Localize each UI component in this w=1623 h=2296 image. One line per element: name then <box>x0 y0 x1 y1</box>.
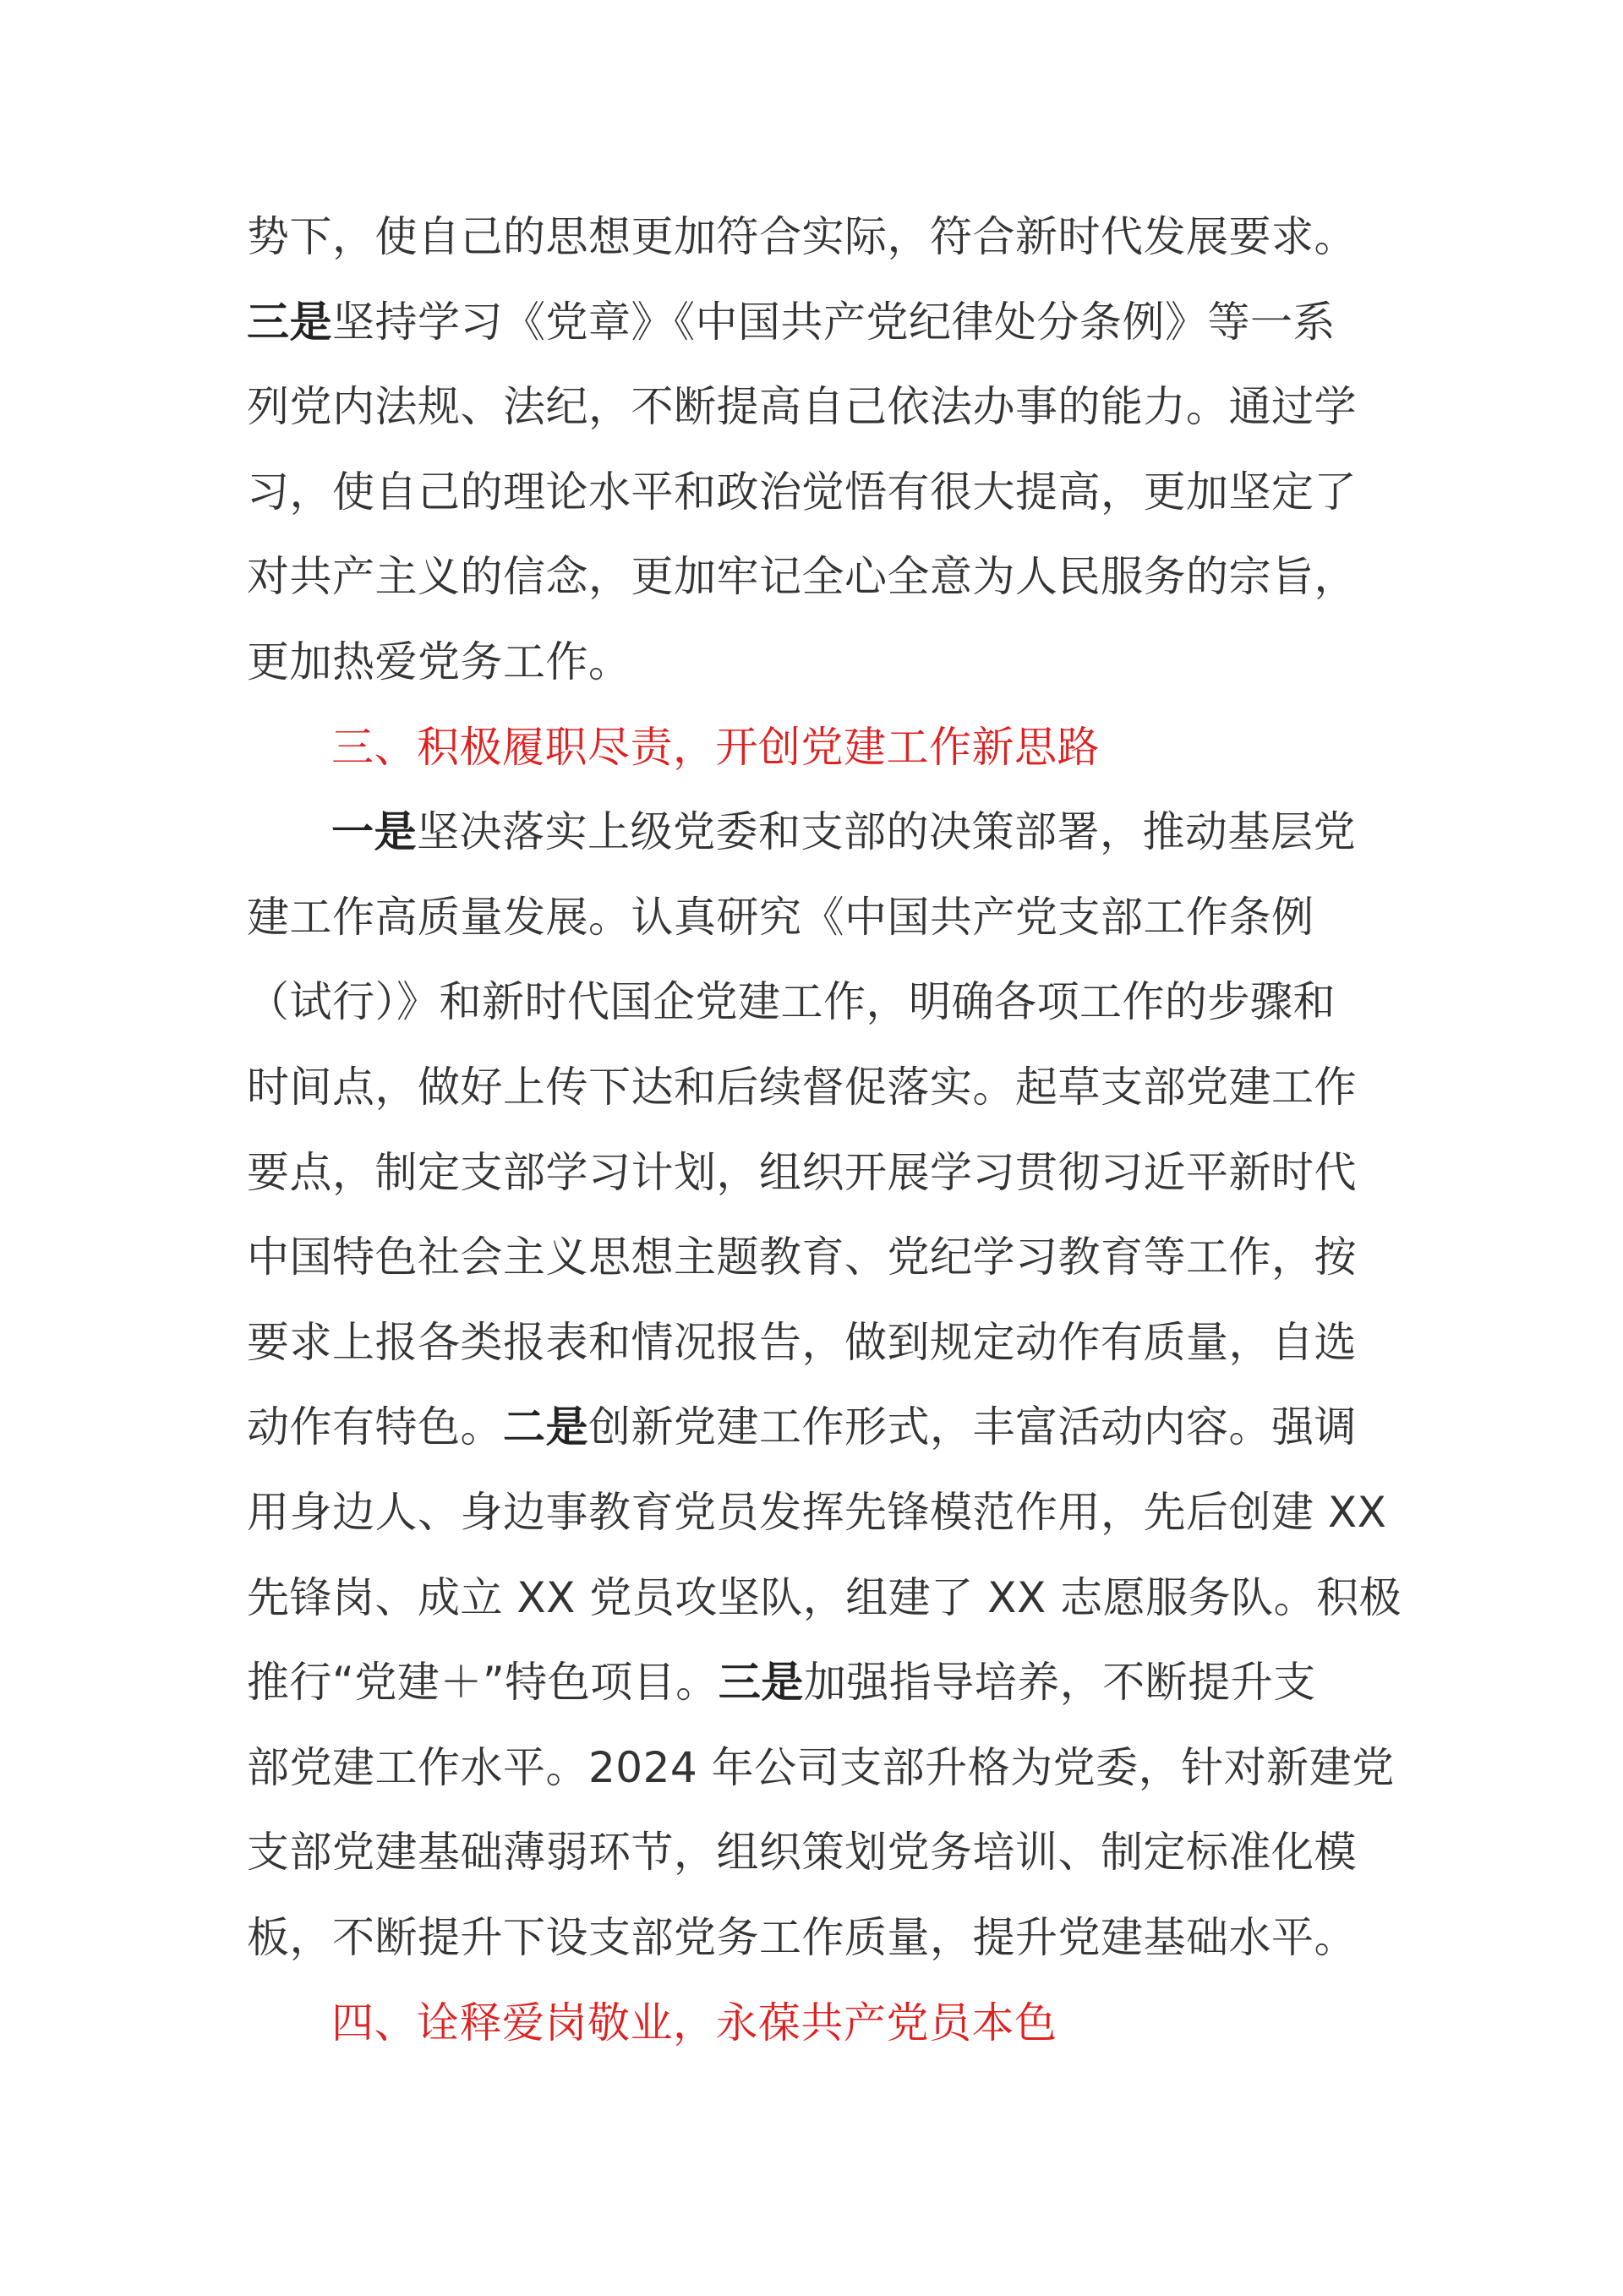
line-text: 三、积极履职尽责，开创党建工作新思路 <box>331 723 1100 772</box>
paragraph-line <box>247 211 1357 262</box>
line-text: 要求上报各类报表和情况报告，做到规定动作有质量，自选 <box>247 1318 1357 1367</box>
line-text: 更加热爱党务工作。 <box>247 637 631 686</box>
paragraph-line <box>247 297 1336 347</box>
line-text: 列党内法规、法纪，不断提高自己依法办事的能力。通过学 <box>247 382 1357 431</box>
emphasis-text: 三是 <box>718 1658 804 1707</box>
paragraph-line <box>247 1827 1357 1878</box>
line-text: 创新党建工作形式，丰富活动内容。强调 <box>588 1402 1357 1451</box>
paragraph-line <box>247 1657 1316 1708</box>
line-text: 用身边人、身边事教育党员发挥先锋模范作用，先后创建 XX <box>247 1488 1387 1537</box>
paragraph-line <box>247 1062 1357 1112</box>
paragraph-line <box>247 1912 1357 1963</box>
line-text: 坚持学习《党章》《中国共产党纪律处分条例》等一系 <box>332 298 1336 347</box>
paragraph-line <box>247 1317 1357 1368</box>
paragraph-line <box>247 976 1336 1027</box>
paragraph-line <box>247 1402 1357 1452</box>
line-text: 中国特色社会主义思想主题教育、党纪学习教育等工作，按 <box>247 1233 1357 1282</box>
line-text: 支部党建基础薄弱环节，组织策划党务培训、制定标准化模 <box>247 1828 1357 1877</box>
line-text: （试行）》和新时代国企党建工作，明确各项工作的步骤和 <box>247 977 1336 1026</box>
emphasis-text: 一是 <box>331 807 417 856</box>
paragraph-line <box>247 381 1357 432</box>
line-text: 推行“党建＋”特色项目。 <box>247 1658 719 1707</box>
line-text: 势下，使自己的思想更加符合实际，符合新时代发展要求。 <box>247 212 1357 261</box>
paragraph-line <box>247 637 631 687</box>
emphasis-text: 二是 <box>503 1402 588 1451</box>
line-text: 要点，制定支部学习计划，组织开展学习贯彻习近平新时代 <box>247 1148 1357 1197</box>
line-text: 建工作高质量发展。认真研究《中国共产党支部工作条例 <box>247 893 1314 942</box>
line-text: 动作有特色。 <box>247 1402 503 1451</box>
line-text: 习，使自己的理论水平和政治觉悟有很大提高，更加坚定了 <box>247 467 1357 517</box>
section-heading <box>331 722 1100 773</box>
section-heading <box>331 1998 1057 2048</box>
paragraph-line <box>247 892 1314 943</box>
line-text: 四、诠释爱岗敬业，永葆共产党员本色 <box>331 1998 1057 2047</box>
emphasis-text: 三是 <box>247 298 332 347</box>
paragraph-line <box>247 551 1357 602</box>
line-text: 先锋岗、成立 XX 党员攻坚队，组建了 XX 志愿服务队。积极 <box>247 1573 1402 1622</box>
line-text: 对共产主义的信念，更加牢记全心全意为人民服务的宗旨， <box>247 552 1357 601</box>
line-text: 部党建工作水平。2024 年公司支部升格为党委，针对新建党 <box>247 1743 1395 1792</box>
line-text: 坚决落实上级党委和支部的决策部署，推动基层党 <box>417 807 1356 856</box>
paragraph-line <box>247 1572 1402 1623</box>
paragraph-line <box>247 1232 1357 1282</box>
line-text: 时间点，做好上传下达和后续督促落实。起草支部党建工作 <box>247 1063 1357 1112</box>
line-text: 板，不断提升下设支部党务工作质量，提升党建基础水平。 <box>247 1913 1357 1962</box>
paragraph-line <box>247 467 1357 517</box>
paragraph-line <box>247 1742 1395 1793</box>
line-text: 加强指导培养，不断提升支 <box>803 1658 1316 1707</box>
paragraph-line <box>247 1487 1386 1538</box>
paragraph-line <box>247 1147 1357 1198</box>
paragraph-line <box>331 806 1356 857</box>
